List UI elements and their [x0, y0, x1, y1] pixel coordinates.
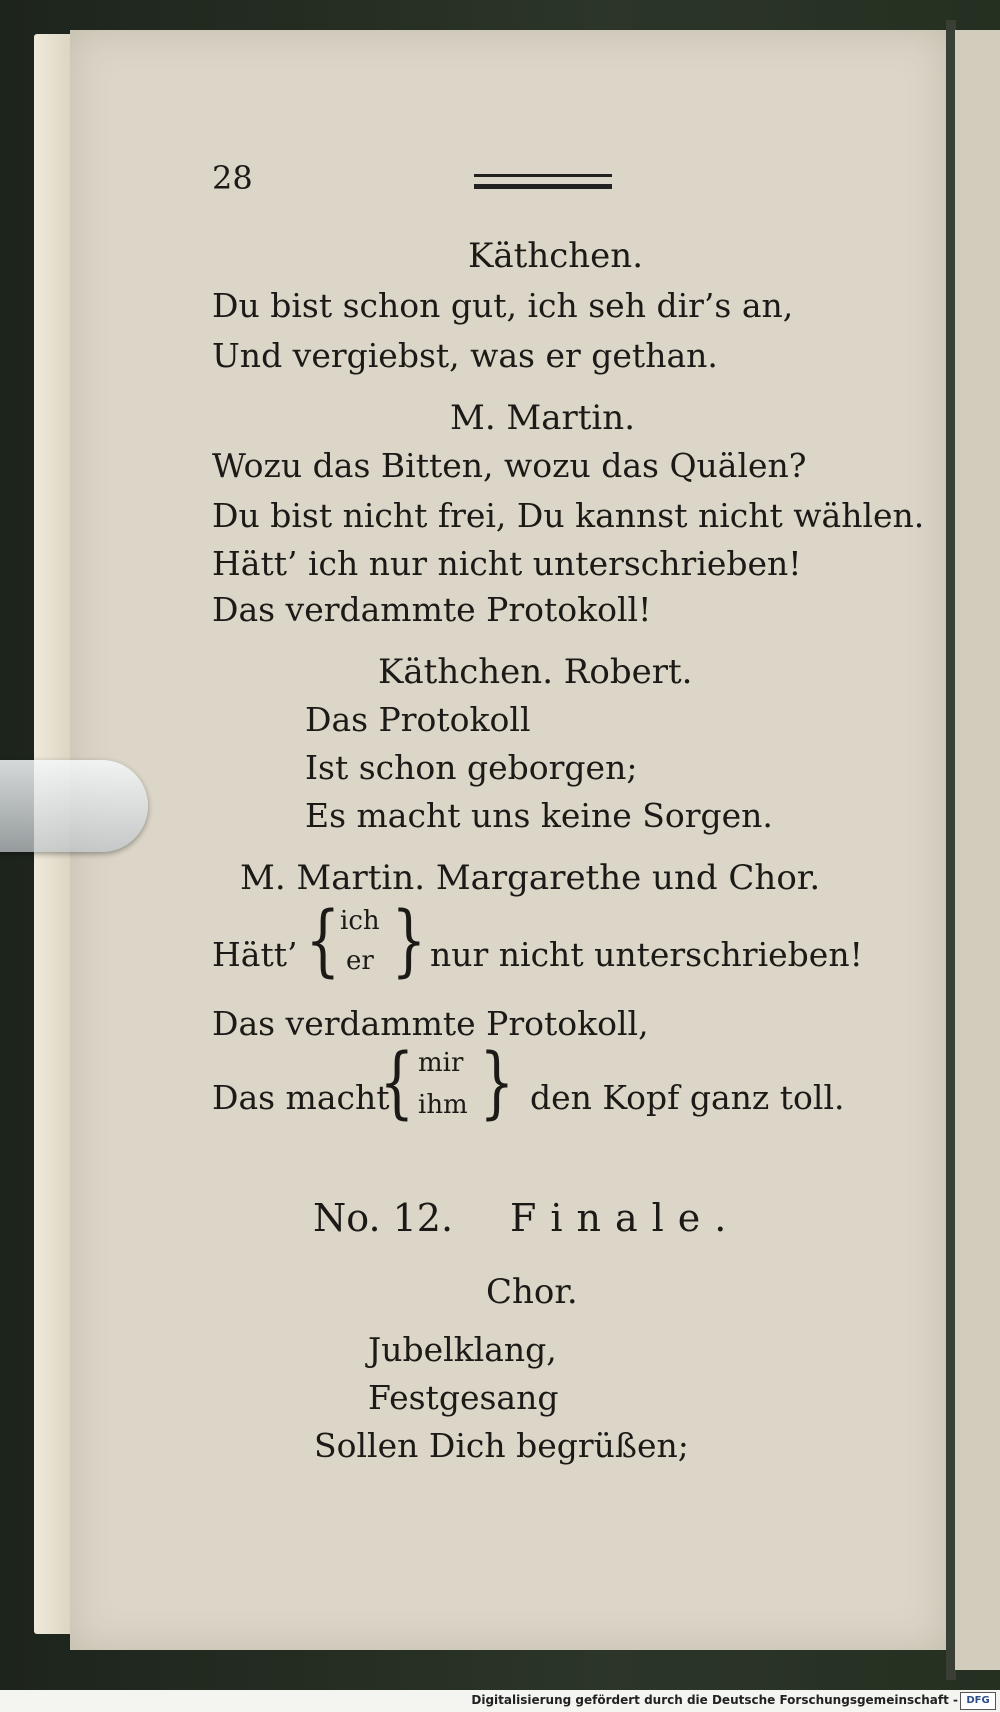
finale-title: Finale. [510, 1196, 741, 1240]
verse-line: Hätt’ ich nur nicht unterschrieben! [212, 544, 802, 583]
verse-prefix: Hätt’ [212, 935, 298, 974]
footer-bar [0, 1690, 1000, 1712]
left-brace: { [379, 1038, 415, 1128]
verse-line: Wozu das Bitten, wozu das Quälen? [212, 446, 807, 485]
verse-line: Das verdammte Protokoll, [212, 1004, 649, 1043]
verse-line: Jubelklang, [368, 1330, 557, 1369]
verse-line: Ist schon geborgen; [305, 748, 638, 787]
speaker-martin-margarethe-chor: M. Martin. Margarethe und Chor. [240, 858, 821, 898]
variant-option: ihm [418, 1090, 468, 1120]
header-rule [474, 174, 612, 177]
next-page-edge [955, 30, 1000, 1670]
verse-line: Du bist nicht frei, Du kannst nicht wählen. [212, 496, 925, 535]
verse-suffix: nur nicht unterschrieben! [430, 935, 863, 974]
verse-line: Sollen Dich begrüßen; [314, 1426, 689, 1465]
header-rule-thick [474, 184, 612, 189]
verse-line: Und vergiebst, was er gethan. [212, 336, 718, 375]
speaker-chor: Chor. [486, 1272, 578, 1312]
verse-prefix: Das macht [212, 1078, 390, 1117]
variant-option: er [346, 946, 374, 976]
speaker-kaethchen: Käthchen. [468, 236, 643, 276]
verse-line: Das verdammte Protokoll! [212, 590, 652, 629]
right-brace: } [391, 896, 427, 986]
verse-suffix: den Kopf ganz toll. [530, 1078, 845, 1117]
right-brace: } [479, 1038, 515, 1128]
verse-line: Es macht uns keine Sorgen. [305, 796, 773, 835]
finale-number: No. 12. [313, 1196, 454, 1240]
variant-option: ich [340, 906, 380, 936]
left-brace: { [305, 896, 341, 986]
verse-line: Festgesang [368, 1378, 559, 1417]
speaker-kaethchen-robert: Käthchen. Robert. [378, 652, 693, 692]
page-number: 28 [212, 159, 253, 197]
variant-option: mir [418, 1048, 464, 1078]
footer-credit: Digitalisierung gefördert durch die Deutsche Forschungsgemeinschaft - [471, 1693, 958, 1707]
verse-line: Du bist schon gut, ich seh dir’s an, [212, 286, 794, 325]
scanner-clip [0, 760, 148, 852]
dfg-logo: DFG [960, 1692, 996, 1710]
speaker-martin: M. Martin. [450, 398, 636, 438]
verse-line: Das Protokoll [305, 700, 531, 739]
